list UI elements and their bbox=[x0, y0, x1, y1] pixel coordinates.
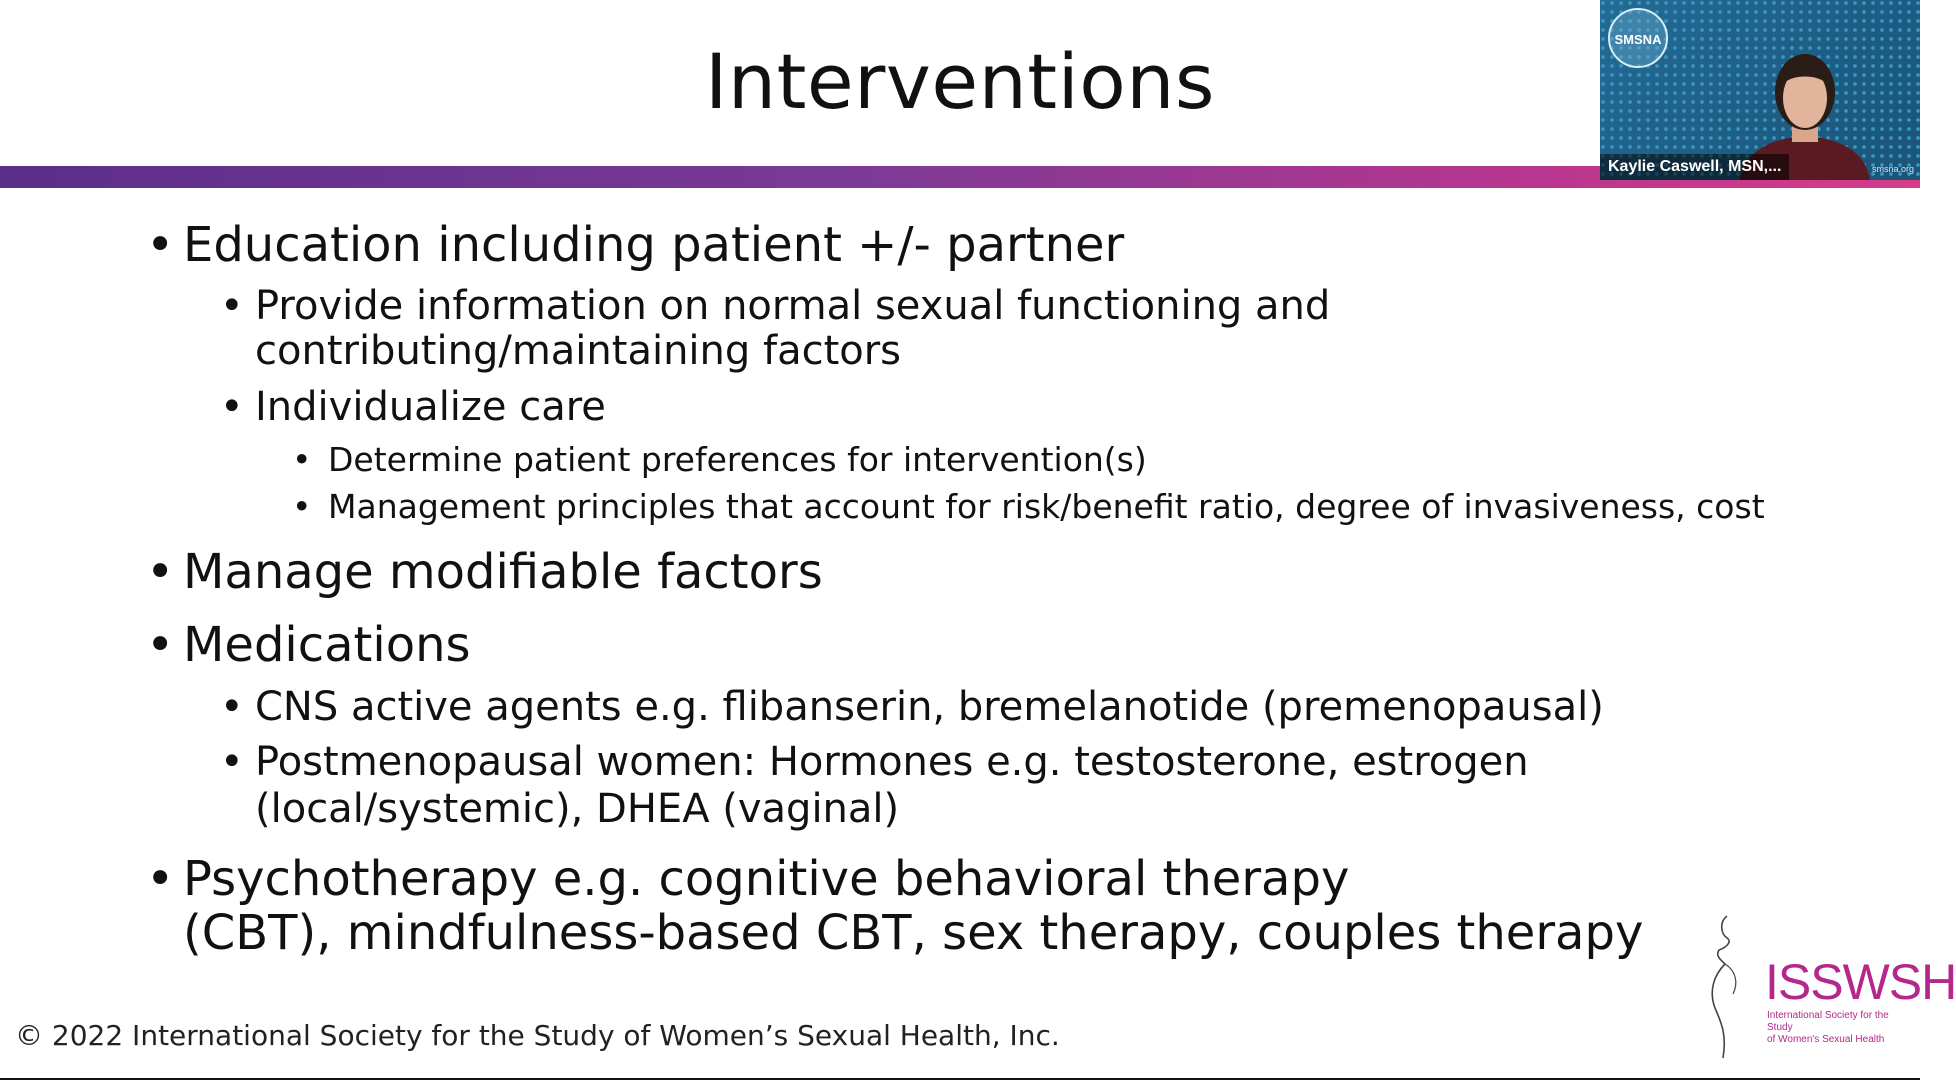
bullet-icon: • bbox=[146, 617, 175, 673]
isswsh-logo bbox=[1705, 912, 1956, 1062]
bullet-text: Medications bbox=[183, 617, 471, 673]
bullet-text: (CBT), mindfulness-based CBT, sex therapy, couples therapy bbox=[183, 905, 1644, 961]
sub-sub-bullet-item bbox=[292, 487, 1765, 527]
smsna-badge-icon: SMSNA bbox=[1608, 8, 1668, 68]
bullet-text: Determine patient preferences for intervention(s) bbox=[328, 440, 1147, 479]
bullet-icon: • bbox=[292, 440, 312, 479]
logo-wordmark: ISSWSH bbox=[1765, 954, 1956, 1010]
bullet-text: CNS active agents e.g. flibanserin, bremelanotide (premenopausal) bbox=[255, 684, 1604, 730]
sub-bullet-continuation bbox=[255, 786, 899, 832]
bullet-icon: • bbox=[220, 684, 244, 730]
bullet-icon: • bbox=[146, 217, 175, 273]
bullet-text: contributing/maintaining factors bbox=[255, 328, 902, 374]
logo-subtitle-line: International Society for the Study bbox=[1767, 1010, 1889, 1033]
bullet-icon: • bbox=[220, 283, 244, 329]
bullet-icon: • bbox=[292, 487, 312, 526]
bullet-icon: • bbox=[220, 739, 244, 785]
slide-title: Interventions bbox=[705, 37, 1215, 126]
bullet-text: Psychotherapy e.g. cognitive behavioral therapy bbox=[183, 851, 1350, 907]
bullet-icon: • bbox=[146, 851, 175, 907]
bullet-text: Education including patient +/- partner bbox=[183, 217, 1125, 273]
bullet-text: Individualize care bbox=[255, 384, 606, 430]
sub-bullet-item bbox=[220, 283, 1331, 329]
figure-silhouette-icon bbox=[1705, 912, 1765, 1062]
bullet-text: (local/systemic), DHEA (vaginal) bbox=[255, 786, 900, 832]
logo-subtitle-line: of Women's Sexual Health bbox=[1767, 1034, 1885, 1045]
sub-sub-bullet-item bbox=[292, 440, 1147, 480]
bullet-icon: • bbox=[146, 544, 175, 600]
bullet-text: Manage modifiable factors bbox=[183, 544, 823, 600]
sub-bullet-item bbox=[220, 739, 1529, 785]
bullet-icon: • bbox=[220, 384, 244, 430]
sub-bullet-continuation bbox=[255, 328, 901, 374]
bullet-text: Provide information on normal sexual functioning and bbox=[255, 283, 1331, 329]
bullet-item bbox=[146, 544, 823, 600]
bullet-item bbox=[146, 217, 1125, 273]
logo-subtitle bbox=[1767, 1010, 1907, 1046]
sub-bullet-item bbox=[220, 384, 606, 430]
copyright-footer: © 2022 International Society for the Study of Women’s Sexual Health, Inc. bbox=[15, 1019, 1060, 1052]
webcam-url-label: smsna.org bbox=[1871, 164, 1914, 174]
bullet-text: Postmenopausal women: Hormones e.g. testosterone, estrogen bbox=[255, 739, 1529, 785]
bullet-item bbox=[146, 617, 471, 673]
bullet-item bbox=[146, 851, 1350, 907]
participant-name-label: Kaylie Caswell, MSN,... bbox=[1600, 154, 1789, 180]
webcam-tile[interactable] bbox=[1600, 0, 1920, 180]
sub-bullet-item bbox=[220, 684, 1604, 730]
bullet-continuation bbox=[183, 906, 1643, 961]
bullet-text: Management principles that account for risk/benefit ratio, degree of invasiveness, cost bbox=[328, 487, 1765, 526]
